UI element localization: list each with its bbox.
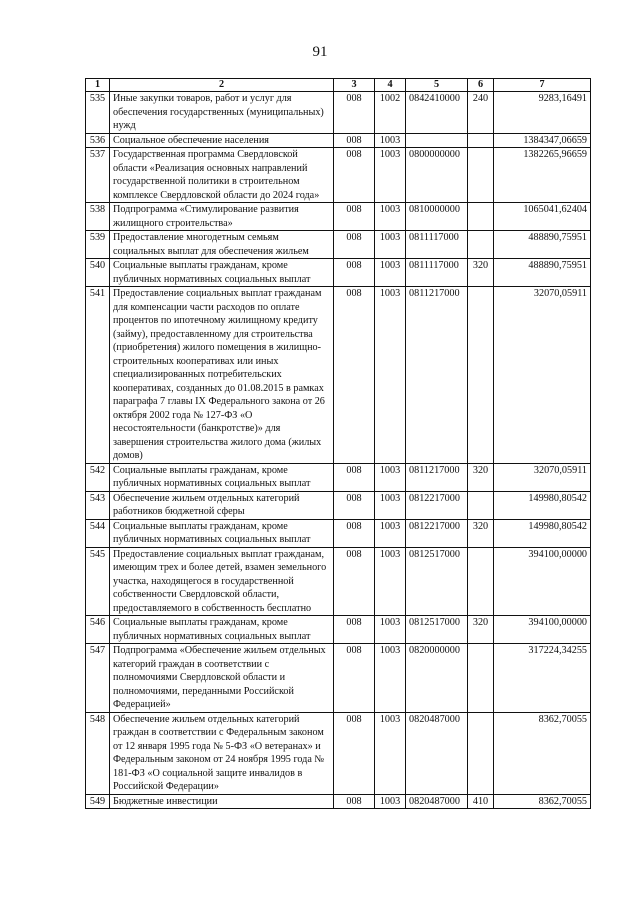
row-number-cell: 544	[86, 519, 110, 547]
amount-cell: 394100,00000	[494, 547, 591, 616]
expense-type-code-cell	[468, 712, 494, 794]
item-name-cell: Социальные выплаты гражданам, кроме публичных нормативных социальных выплат	[110, 519, 334, 547]
section-code-cell: 1003	[375, 712, 406, 794]
item-name-cell: Предоставление социальных выплат гражданам, имеющим трех и более детей, взамен земельного участка, находящегося в государственной собственности Свердловской области, предоставляемого в собственность бесплатно	[110, 547, 334, 616]
expense-type-code-cell	[468, 644, 494, 713]
amount-cell: 8362,70055	[494, 794, 591, 809]
table-row	[86, 491, 591, 519]
target-article-code-cell: 0811117000	[406, 259, 468, 287]
target-article-code-cell: 0812517000	[406, 547, 468, 616]
expense-type-code-cell: 320	[468, 259, 494, 287]
row-number-cell: 542	[86, 463, 110, 491]
chapter-code-cell: 008	[334, 231, 375, 259]
item-name-cell: Обеспечение жильем отдельных категорий работников бюджетной сферы	[110, 491, 334, 519]
chapter-code-cell: 008	[334, 463, 375, 491]
item-name-cell: Подпрограмма «Стимулирование развития жилищного строительства»	[110, 203, 334, 231]
table-row	[86, 92, 591, 134]
amount-cell: 149980,80542	[494, 519, 591, 547]
expense-type-code-cell: 320	[468, 616, 494, 644]
section-code-cell: 1003	[375, 133, 406, 148]
table-row	[86, 463, 591, 491]
section-code-cell: 1003	[375, 203, 406, 231]
chapter-code-cell: 008	[334, 287, 375, 464]
table-row	[86, 133, 591, 148]
row-number-cell: 539	[86, 231, 110, 259]
amount-cell: 1065041,62404	[494, 203, 591, 231]
row-number-cell: 538	[86, 203, 110, 231]
item-name-cell: Предоставление многодетным семьям социальных выплат для обеспечения жильем	[110, 231, 334, 259]
target-article-code-cell: 0811217000	[406, 287, 468, 464]
section-code-cell: 1002	[375, 92, 406, 134]
section-code-cell: 1003	[375, 231, 406, 259]
expense-type-code-cell: 320	[468, 463, 494, 491]
chapter-code-cell: 008	[334, 519, 375, 547]
column-header: 2	[110, 79, 334, 92]
target-article-code-cell: 0820487000	[406, 794, 468, 809]
table-row	[86, 794, 591, 809]
column-header: 6	[468, 79, 494, 92]
row-number-cell: 541	[86, 287, 110, 464]
item-name-cell: Социальные выплаты гражданам, кроме публичных нормативных социальных выплат	[110, 463, 334, 491]
row-number-cell: 543	[86, 491, 110, 519]
expense-type-code-cell	[468, 203, 494, 231]
table-row	[86, 287, 591, 464]
expense-type-code-cell: 240	[468, 92, 494, 134]
chapter-code-cell: 008	[334, 547, 375, 616]
chapter-code-cell: 008	[334, 259, 375, 287]
chapter-code-cell: 008	[334, 491, 375, 519]
item-name-cell: Обеспечение жильем отдельных категорий граждан в соответствии с Федеральным законом от 12 января 1995 года № 5-ФЗ «О ветеранах» и Федеральным законом от 24 ноября 1995 года № 181-ФЗ «О социальной защите инвалидов в Российской Федерации»	[110, 712, 334, 794]
chapter-code-cell: 008	[334, 92, 375, 134]
chapter-code-cell: 008	[334, 794, 375, 809]
item-name-cell: Бюджетные инвестиции	[110, 794, 334, 809]
amount-cell: 394100,00000	[494, 616, 591, 644]
amount-cell: 32070,05911	[494, 463, 591, 491]
target-article-code-cell: 0820000000	[406, 644, 468, 713]
item-name-cell: Подпрограмма «Обеспечение жильем отдельных категорий граждан в соответствии с полномочиями Свердловской области и полномочиями, переданными Российской Федерацией»	[110, 644, 334, 713]
item-name-cell: Социальные выплаты гражданам, кроме публичных нормативных социальных выплат	[110, 616, 334, 644]
column-header: 1	[86, 79, 110, 92]
table-row	[86, 616, 591, 644]
chapter-code-cell: 008	[334, 148, 375, 203]
section-code-cell: 1003	[375, 616, 406, 644]
section-code-cell: 1003	[375, 794, 406, 809]
section-code-cell: 1003	[375, 287, 406, 464]
column-header: 3	[334, 79, 375, 92]
row-number-cell: 548	[86, 712, 110, 794]
budget-table	[85, 78, 591, 809]
section-code-cell: 1003	[375, 463, 406, 491]
expense-type-code-cell	[468, 231, 494, 259]
row-number-cell: 545	[86, 547, 110, 616]
expense-type-code-cell: 410	[468, 794, 494, 809]
amount-cell: 1384347,06659	[494, 133, 591, 148]
column-header: 5	[406, 79, 468, 92]
expense-type-code-cell	[468, 491, 494, 519]
target-article-code-cell: 0812217000	[406, 491, 468, 519]
target-article-code-cell	[406, 133, 468, 148]
section-code-cell: 1003	[375, 259, 406, 287]
section-code-cell: 1003	[375, 491, 406, 519]
amount-cell: 488890,75951	[494, 259, 591, 287]
table-body	[86, 92, 591, 809]
amount-cell: 32070,05911	[494, 287, 591, 464]
row-number-cell: 546	[86, 616, 110, 644]
target-article-code-cell: 0811117000	[406, 231, 468, 259]
amount-cell: 317224,34255	[494, 644, 591, 713]
row-number-cell: 536	[86, 133, 110, 148]
row-number-cell: 537	[86, 148, 110, 203]
amount-cell: 8362,70055	[494, 712, 591, 794]
chapter-code-cell: 008	[334, 712, 375, 794]
row-number-cell: 549	[86, 794, 110, 809]
section-code-cell: 1003	[375, 547, 406, 616]
table-header-row	[86, 79, 591, 92]
table-row	[86, 231, 591, 259]
item-name-cell: Иные закупки товаров, работ и услуг для обеспечения государственных (муниципальных) нужд	[110, 92, 334, 134]
column-header: 7	[494, 79, 591, 92]
expense-type-code-cell	[468, 547, 494, 616]
chapter-code-cell: 008	[334, 644, 375, 713]
target-article-code-cell: 0842410000	[406, 92, 468, 134]
table-row	[86, 203, 591, 231]
row-number-cell: 547	[86, 644, 110, 713]
target-article-code-cell: 0810000000	[406, 203, 468, 231]
target-article-code-cell: 0820487000	[406, 712, 468, 794]
chapter-code-cell: 008	[334, 203, 375, 231]
section-code-cell: 1003	[375, 644, 406, 713]
row-number-cell: 535	[86, 92, 110, 134]
target-article-code-cell: 0812217000	[406, 519, 468, 547]
amount-cell: 9283,16491	[494, 92, 591, 134]
table-row	[86, 547, 591, 616]
item-name-cell: Социальные выплаты гражданам, кроме публичных нормативных социальных выплат	[110, 259, 334, 287]
item-name-cell: Социальное обеспечение населения	[110, 133, 334, 148]
amount-cell: 488890,75951	[494, 231, 591, 259]
chapter-code-cell: 008	[334, 616, 375, 644]
expense-type-code-cell	[468, 133, 494, 148]
item-name-cell: Предоставление социальных выплат гражданам для компенсации части расходов по оплате процентов по ипотечному жилищному кредиту (займу), предоставленному для строительства (приобретения) жилого помещения в жилищно-строительных кооперативах или иных специализированных потребительских кооперативах, созданных до 01.08.2015 в рамках параграфа 7 главы IX Федерального закона от 26 октября 2002 года № 127-ФЗ «О несостоятельности (банкротстве)» для завершения строительства жилого дома (жилых домов)	[110, 287, 334, 464]
table-row	[86, 644, 591, 713]
section-code-cell: 1003	[375, 148, 406, 203]
column-header: 4	[375, 79, 406, 92]
row-number-cell: 540	[86, 259, 110, 287]
amount-cell: 1382265,96659	[494, 148, 591, 203]
section-code-cell: 1003	[375, 519, 406, 547]
expense-type-code-cell: 320	[468, 519, 494, 547]
amount-cell: 149980,80542	[494, 491, 591, 519]
chapter-code-cell: 008	[334, 133, 375, 148]
expense-type-code-cell	[468, 148, 494, 203]
table-row	[86, 712, 591, 794]
page-number: 91	[312, 44, 328, 60]
target-article-code-cell: 0800000000	[406, 148, 468, 203]
table-row	[86, 148, 591, 203]
target-article-code-cell: 0811217000	[406, 463, 468, 491]
expense-type-code-cell	[468, 287, 494, 464]
table-row	[86, 259, 591, 287]
target-article-code-cell: 0812517000	[406, 616, 468, 644]
item-name-cell: Государственная программа Свердловской области «Реализация основных направлений государственной политики в строительном комплексе Свердловской области до 2024 года»	[110, 148, 334, 203]
table-row	[86, 519, 591, 547]
